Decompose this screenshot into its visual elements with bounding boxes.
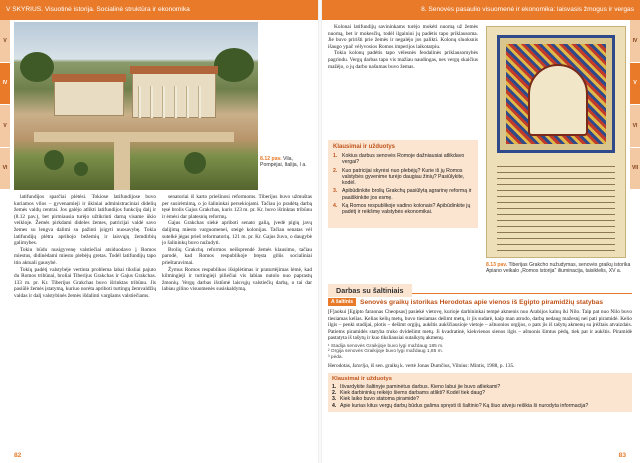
page-number: 82: [14, 452, 22, 459]
question-item: 1. Kokius darbus senovės Romoje dažniausiai atlikdavo vergai?: [333, 153, 465, 166]
paragraph: senatoriai iš karto priešinosi reformoms. Tiberijus buvo užmuštas per susirėmimą, o jo šalininkai persekiojami. Tačiau jo pradėtą darbą tęsė brolis Gajus Grakchas, kuris 123 m. pr. Kr. buvo išrinktas tribūnu ir ėmėsi dar platesnių reformų.: [162, 194, 312, 220]
left-header: V SKYRIUS. Visuotinė istorija. Socialinė struktūra ir ekonomika: [0, 0, 318, 20]
right-header: 8. Senovės pasaulio visuomenė ir ekonomika: laisvasis žmogus ir vergas: [322, 0, 640, 20]
paragraph: Brolių Grakchų reformos neišsprendė žemės klausimo, tačiau parodė, kad Romos respublikoje bręsta gilūs socialiniai prieštaravimai.: [162, 246, 312, 266]
chapter-tab[interactable]: VI: [630, 105, 640, 148]
villa-photo: [14, 22, 258, 190]
question-item: 3. Apibūdinkite brolių Grakchų pasiūlytą agrarinę reformą ir paaiškinkite jos esmę.: [333, 188, 472, 201]
chapter-tab-active[interactable]: V: [630, 63, 640, 106]
source-question-item: 3. Kiek laiko buvo statoma piramidė?: [332, 396, 420, 403]
page-number: 83: [618, 452, 626, 459]
question-item: 4. Ką Romos respublikoje vadino kolonais? Apibūdinkite jų padėtį ir reikšmę valstybės ekonomikai.: [333, 203, 471, 216]
chapter-tab-active[interactable]: IV: [0, 63, 10, 106]
chapter-tab[interactable]: V: [0, 105, 10, 148]
right-column-1: [328, 24, 478, 134]
left-chapter-tabs: [0, 20, 10, 190]
chapter-tab[interactable]: IV: [630, 20, 640, 63]
sources-section-heading: Darbas su šaltiniais: [328, 280, 632, 294]
questions-box: [328, 140, 478, 228]
paragraph: Tokiu būdu nusigyvenę valstiečiai atsiduodavo į Romos miestus, didinėdami miesto plebėjų gretas. Todėl latifundijų tapo itin aktuali gausybė.: [14, 246, 156, 266]
source-footnotes: ¹ Stadija senovės Graikijoje buvo lygi maždaug 185 m. ² Orgija senovės Graikijoje buvo lygi maždaug 1,85 m. ³ pėda.: [328, 343, 444, 361]
photo-caption: 8.12 pav. Vila, Pompėjai, Italija, I a.: [260, 156, 307, 169]
paragraph: Žymus Romos respublikos išsiplėtimas ir praturtėjimas lėmė, kad kilmingieji ir turtingieji piliečiai vis labiau nutolo nuo paprastų žmonių. Vergų darbas išstūmė laisvųjų valstiečių darbą, o tai dar labiau gilino visuomenės susiskaldymą.: [162, 266, 312, 293]
left-column-2: [162, 194, 312, 442]
paragraph: Kolonai latifundijų savininkams turėjo mokėti nuomą už žemės nuomą, bet ir mokesčių, todėl ilgainiui jų padėtis tapo priklausoma. Jie buvo pririšti prie žemės ir negalėjo jos palikti. Kolonų sluoksnis išaugo ypač vėlyvosios Romos imperijos laikotarpiu.: [328, 24, 478, 50]
source-text: [F]aokui [Egipto faraonas Cheopsas] pasiekė vietovę, kurioje darbininkai tempė akmenis nuo Arabijos kalnų iki Nilo. Taip pat nuo Nilo buvo tiesiamas kelias. Kelias kelių metų, buvo tiesiamas dešimt metų, ir jis sudarė, kaip man atrodo, darbą nedaug mažesnį nei pati piramidė. Kelio ilgis – penki stadijai, plotis – dešimt orgijų, aukštis aukščiausioje vietoje – aštuonios orgijos, o pats jis iš tašytų akmenų su įrėžtais atvaizdais. Patiems piramidės statyba truko dvidešimt metų. Ji kvadratinė, kiekvienos sienos ilgis – aštuonis šimtus pėdų, tiek pat ir aukštis. Piramidė pastatyta iš tašytų ir kuo tiksliausiai sutaikytų akmenų.: [328, 309, 632, 341]
right-page: [322, 0, 640, 463]
paragraph: Tokia kolonų padėtis tapo vėlesnės feodalinės priklausomybės pagrindu. Vergų darbas tapo vis mažiau naudingas, nes vergų skaičius mažėjo, o jų darbo našumas buvo žemas.: [328, 50, 478, 70]
source-question-item: 1. Išvardykite šaltinyje paminėtus darbus. Kieno labui jie buvo atliekami?: [332, 383, 501, 390]
paragraph: latifundijos sparčiai plėtėsi. Tokiose latifundijose buvo kuriamos vilos – gyvenamieji ir ūkiniai administraciniai didelių žemės valdų centrai. Jos galėjo atlikti latifundijos funkcijų dalį ir (8.12 pav.), bet pirmiausia turėjo užtikrinti darną visame ūkio veikloje. Žemės pirkdami dideles žemes, patricijai valdė savo žemes su lengva dalimi su pažinti įsigyti nuosavybę. Tokia latifundijų plėtra apribojo bežemių ir laisvųjų žemdirbių galimybes.: [14, 194, 156, 247]
source-questions: Klausimai ir užduotys 1. Išvardykite šaltinyje paminėtus darbus. Kieno labui jie buvo atliekami? 2. Kiek darbininkų reikėjo šiems darbams atlikti? Kodėl tiek daug? 3. Kiek laiko buvo statoma piramidė? 4. Apie kurias kitus vergų darbų būdus galima spręsti iš šaltinio? Ką šiuo atveju reiškia ši nurodyta informacija?: [328, 373, 632, 412]
source-box: [328, 298, 632, 444]
source-badge: A šaltinis: [328, 298, 356, 306]
questions-list: [333, 153, 473, 216]
question-item: 2. Kuo patricijai skyrėsi nuo plebėjų? Kurie iš jų Romos valstybės gyvenime turėjo daugiau žinių? Pasiūlykite, kodėl.: [333, 167, 465, 187]
source-title: A šaltinis Senovės graikų istorikas Herodotas apie vienos iš Egipto piramidžių statybas: [328, 298, 632, 306]
manuscript-illustration: [486, 26, 626, 258]
questions-title: Klausimai ir užduotys: [333, 144, 396, 150]
source-question-item: 4. Apie kurias kitus vergų darbų būdus galima spręsti iš šaltinio? Ką šiuo atveju reiškia ši nurodyta informacija?: [332, 402, 589, 409]
right-chapter-tabs: [630, 20, 640, 190]
chapter-tab[interactable]: VI: [0, 148, 10, 191]
source-citation: Herodotas, Istorija, iš sen. graikų k. vertė Jonas Dumčius, Vilnius: Mintis, 1988, p. 135.: [328, 362, 515, 369]
chapter-tab[interactable]: VII: [630, 148, 640, 191]
left-page: [0, 0, 318, 463]
paragraph: Gajus Grakchas siekė apriboti senato galią, įvedė pigių javų dalijimą miesto varguomenei, steigė kolonijas. Tačiau senatas vėl sutelkė jėgas prieš reformatorių. 121 m. pr. Kr. Gajus žuvo, o daugybė jo šalininkų buvo nužudyti.: [162, 220, 312, 247]
manuscript-caption: 8.13 pav. Tiberijas Grakcho nužudymas, senovės graikų istorika Apiano veikalo „Romos istorija" iliuminacija, taisiklelis, XV a.: [486, 262, 631, 275]
paragraph: Tokių padėtį valstybėje vertinta problema labai tiksliai pajuto du Romos tribūnai, broliai Tiberijus Grakchas ir Gajus Grakchas. 133 m. pr. Kr. Tiberijus Grakchas buvo išrinktas tribūnu. Jis pasiūlė žemės įstatymą, kuriuo norėta apriboti turtingų žemvaldžių valdas ir dalį valstybinės žemės išdalinti vargšams valstiečiams.: [14, 266, 156, 299]
chapter-tab[interactable]: V: [0, 20, 10, 63]
left-column-1: [14, 194, 156, 442]
source-question-item: 2. Kiek darbininkų reikėjo šiems darbams atlikti? Kodėl tiek daug?: [332, 390, 486, 397]
